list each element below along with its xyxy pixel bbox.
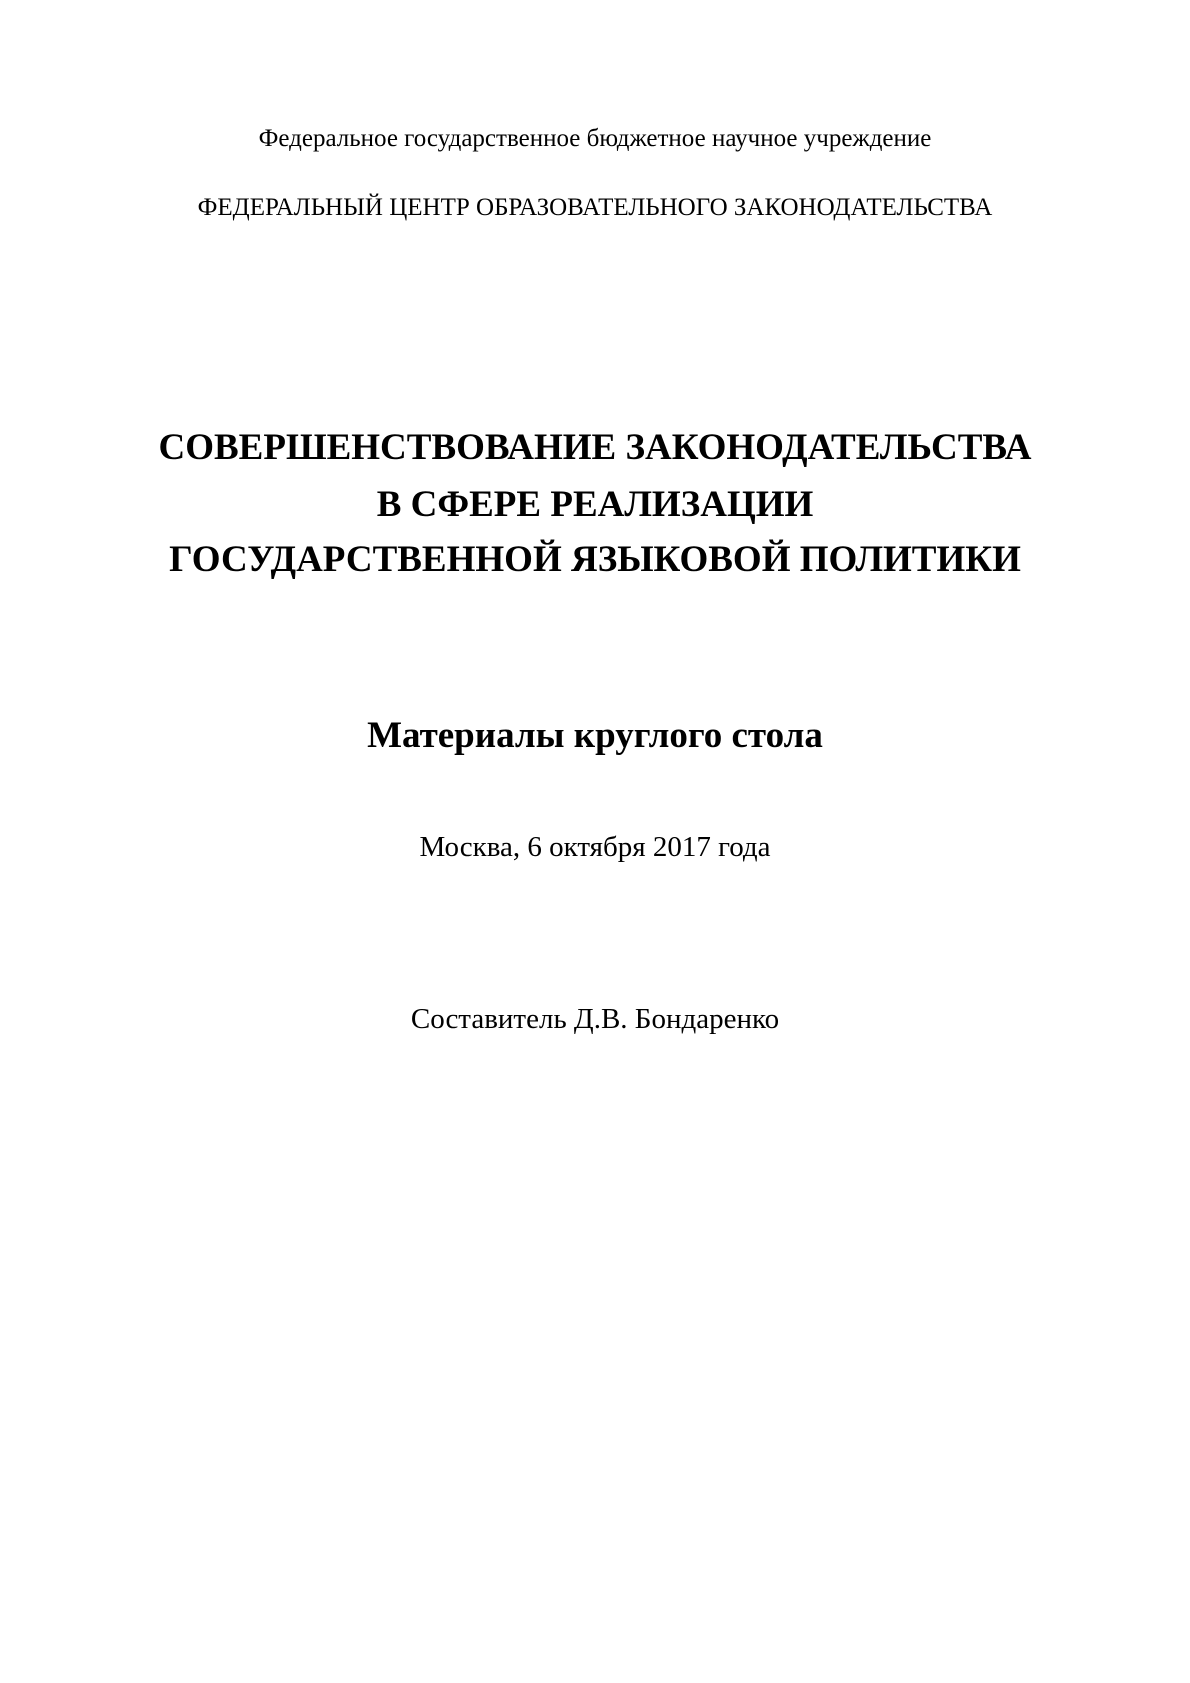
compiler-credit: Составитель Д.В. Бондаренко [410, 1003, 780, 1035]
place-and-date: Москва, 6 октября 2017 года [419, 831, 771, 863]
document-title-line-2: В СФЕРЕ РЕАЛИЗАЦИИ [376, 484, 814, 525]
document-title-line-3: ГОСУДАРСТВЕННОЙ ЯЗЫКОВОЙ ПОЛИТИКИ [169, 539, 1021, 580]
document-title-line-1: СОВЕРШЕНСТВОВАНИЕ ЗАКОНОДАТЕЛЬСТВА [158, 427, 1032, 468]
document-subtitle: Материалы круглого стола [367, 715, 823, 756]
organization-type: Федеральное государственное бюджетное научное учреждение [258, 125, 932, 152]
organization-name: ФЕДЕРАЛЬНЫЙ ЦЕНТР ОБРАЗОВАТЕЛЬНОГО ЗАКОНОДАТЕЛЬСТВА [197, 194, 993, 221]
